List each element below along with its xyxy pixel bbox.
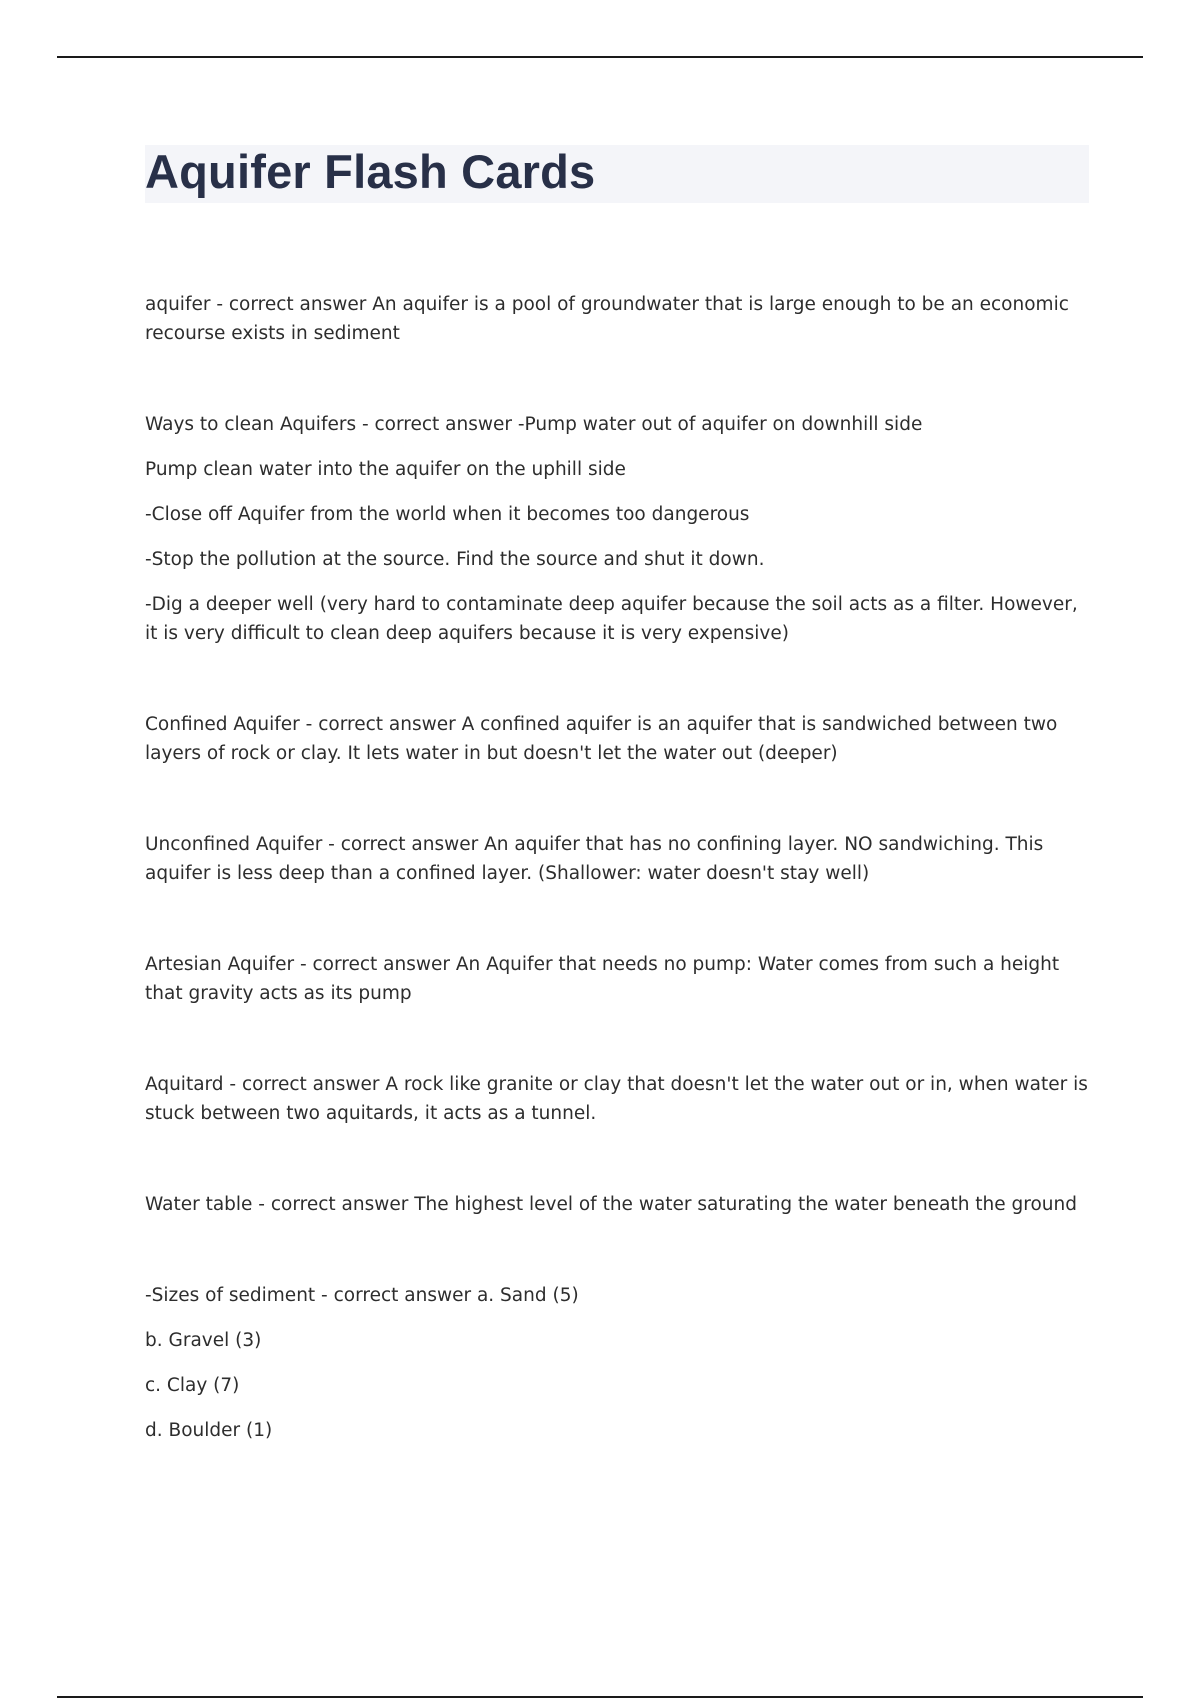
card-line: -Dig a deeper well (very hard to contaminate deep aquifer because the soil acts as a filter. However, it is very difficult to clean deep aquifers because it is very expensive) [145,594,1078,644]
flash-card-aquitard [145,1070,1093,1128]
card-line: Artesian Aquifer - correct answer An Aquifer that needs no pump: Water comes from such a height that gravity acts as its pump [145,954,1060,1004]
card-line: c. Clay (7) [145,1375,240,1396]
page-title: Aquifer Flash Cards [145,145,596,198]
flash-card-list [145,290,1093,1507]
flash-card-artesian-aquifer [145,950,1093,1008]
card-line: aquifer - correct answer An aquifer is a pool of groundwater that is large enough to be an economic recourse exists in sediment [145,294,1069,344]
card-line: Aquitard - correct answer A rock like granite or clay that doesn't let the water out or in, when water is stuck between two aquitards, it acts as a tunnel. [145,1074,1088,1124]
flash-card-confined-aquifer [145,710,1093,768]
card-line: b. Gravel (3) [145,1330,262,1351]
card-line: Pump clean water into the aquifer on the uphill side [145,459,626,480]
flash-card-sediment-sizes [145,1281,1093,1445]
card-line: Unconfined Aquifer - correct answer An aquifer that has no confining layer. NO sandwiching. This aquifer is less deep than a confined layer. (Shallower: water doesn't stay well) [145,834,1044,884]
card-line: Confined Aquifer - correct answer A confined aquifer is an aquifer that is sandwiched between two layers of rock or clay. It lets water in but doesn't let the water out (deeper) [145,714,1058,764]
card-line: Ways to clean Aquifers - correct answer -Pump water out of aquifer on downhill side [145,414,923,435]
flash-card-ways-to-clean [145,410,1093,648]
card-line: Water table - correct answer The highest level of the water saturating the water beneath the ground [145,1194,1078,1215]
header-rule [57,56,1143,58]
card-line: d. Boulder (1) [145,1420,273,1441]
flash-card-unconfined-aquifer [145,830,1093,888]
card-line: -Stop the pollution at the source. Find the source and shut it down. [145,549,765,570]
footer-rule [57,1696,1143,1698]
card-line: -Close off Aquifer from the world when it becomes too dangerous [145,504,750,525]
flash-card-aquifer [145,290,1093,348]
flash-card-water-table [145,1190,1093,1219]
card-line: -Sizes of sediment - correct answer a. Sand (5) [145,1285,579,1306]
